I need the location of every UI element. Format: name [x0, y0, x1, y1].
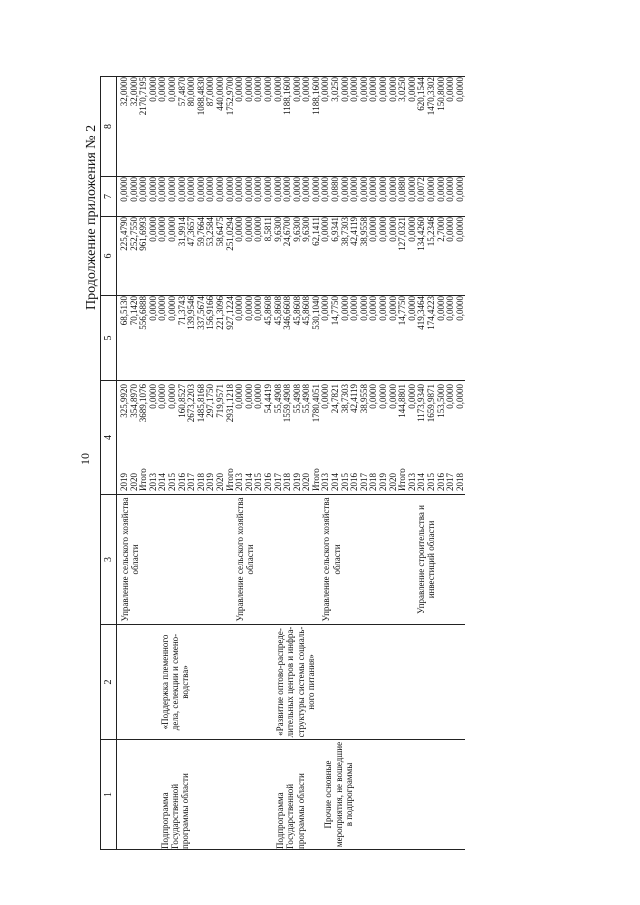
program-block-row	[117, 77, 236, 850]
column-number-row	[101, 77, 117, 850]
amount-cell: 174,4223	[426, 296, 436, 330]
measure-name-cell-text: «Поддержка племенного дела, селекции и семено-водства»	[160, 633, 191, 731]
amount-cell: 556,6888	[138, 296, 149, 330]
amount-cell: 0,0000	[349, 296, 360, 321]
year-cell: 2019	[205, 473, 216, 491]
amount-cell: 45,8608	[262, 296, 273, 326]
amount-cell: 15,2346	[426, 217, 436, 247]
amount-cell: 1088,4830	[195, 77, 206, 116]
executor-cell	[117, 495, 236, 625]
amount-cell: 0,0000	[320, 384, 331, 409]
amount-column-7	[321, 177, 407, 217]
amount-cell: 0,0000	[157, 217, 168, 242]
column-header: 4	[101, 381, 117, 495]
amount-cell: 45,8608	[272, 296, 283, 326]
program-name-cell	[408, 740, 466, 850]
column-header: 2	[101, 625, 117, 740]
amount-cell: 419,3464	[416, 296, 427, 330]
amount-cell: 2,7000	[435, 217, 446, 242]
program-name-cell-text: Подпрограмма Государственной программы области	[275, 773, 306, 849]
amount-column-7	[408, 177, 466, 217]
amount-cell: 0,0000	[339, 77, 350, 102]
amount-cell: 0,0000	[349, 177, 360, 202]
amount-cell: 297,1750	[205, 384, 216, 418]
amount-cell: 440,0000	[214, 77, 225, 111]
executor-cell-text: Управление сельского хозяйства области	[235, 497, 256, 622]
amount-cell: 0,0000	[378, 217, 389, 242]
year-cell: 2018	[282, 473, 293, 491]
amount-cell: 0,0000	[166, 384, 177, 409]
amount-cell: 0,0000	[320, 296, 331, 321]
amount-cell: 0,0000	[157, 384, 168, 409]
amount-cell: 927,1224	[224, 296, 235, 330]
year-cell: 2014	[157, 473, 168, 491]
amount-cell: 1173,9340	[416, 384, 427, 422]
amount-cell: 0,0000	[454, 217, 465, 242]
amount-cell: 0,0000	[387, 296, 398, 321]
amount-cell: 0,0000	[454, 296, 465, 321]
amount-cell: 0,0000	[138, 177, 149, 202]
amount-cell: 0,0000	[406, 177, 417, 202]
amount-cell: 0,0000	[243, 384, 254, 409]
amount-cell: 2673,2203	[186, 384, 197, 423]
program-name-cell-text	[408, 740, 410, 849]
amount-cell: 0,0000	[176, 177, 187, 202]
amount-cell: 0,0000	[454, 384, 465, 409]
amount-cell: 0,0000	[166, 77, 177, 102]
amount-cell: 80,0000	[186, 77, 197, 107]
year-cell: 2018	[454, 473, 465, 491]
amount-cell: 0,0000	[157, 296, 168, 321]
year-cell: 2015	[253, 473, 264, 491]
amount-cell: 153,5000	[435, 384, 446, 418]
amount-cell: 0,0000	[243, 177, 254, 202]
amount-cell: 0,0000	[262, 77, 273, 102]
amount-column-8	[321, 77, 407, 177]
amount-column-6	[235, 217, 321, 296]
amount-cell: 47,3657	[186, 217, 197, 247]
measure-name-cell	[117, 625, 236, 740]
amount-cell: 0,0000	[387, 177, 398, 202]
amount-cell: 0,0000	[406, 217, 417, 242]
amount-cell: 55,4908	[291, 384, 302, 414]
amount-cell: 38,7303	[339, 384, 350, 414]
amount-cell: 0,0000	[368, 77, 379, 102]
amount-column-6	[117, 217, 236, 296]
amount-column-5	[408, 296, 466, 381]
amount-cell: 0,0000	[253, 296, 264, 321]
amount-cell: 0,0000	[291, 77, 302, 102]
amount-cell: 221,3096	[214, 296, 225, 330]
program-name-cell	[321, 740, 407, 850]
amount-cell: 530,1040	[310, 296, 321, 330]
amount-cell: 62,1411	[310, 217, 321, 246]
year-cell: 2020	[128, 473, 139, 491]
amount-column-5	[235, 296, 321, 381]
amount-cell: 0,0000	[147, 177, 158, 202]
amount-column-8	[235, 77, 321, 177]
amount-cell: 1559,4908	[282, 384, 293, 423]
amount-cell: 0,0000	[147, 217, 158, 242]
amount-cell: 144,8801	[397, 384, 408, 418]
amount-column-5	[321, 296, 407, 381]
amount-cell: 32,0000	[119, 77, 129, 107]
total-list	[408, 381, 466, 455]
amount-cell: 0,0000	[186, 177, 197, 202]
amount-cell: 55,4908	[301, 384, 312, 414]
year-cell: 2013	[320, 473, 331, 491]
amount-cell: 24,6700	[282, 217, 293, 247]
amount-cell: 156,9166	[205, 296, 216, 330]
amount-cell: 1470,3302	[426, 77, 436, 116]
year-cell: 2014	[416, 473, 427, 491]
year-and-total-cell	[408, 381, 466, 495]
amount-cell: 0,0000	[253, 77, 264, 102]
amount-cell: 42,4119	[349, 217, 360, 246]
year-cell: 2017	[186, 473, 197, 491]
years-list	[408, 455, 466, 494]
amount-cell: 0,0000	[445, 296, 456, 321]
amount-cell: 1188,1600	[282, 77, 293, 115]
amount-cell: 3,0250	[330, 77, 341, 102]
amount-cell: 0,0000	[243, 296, 254, 321]
amount-cell: 0,0000	[195, 177, 206, 202]
amount-cell: 2170,7195	[138, 77, 149, 116]
amount-cell: 0,0000	[147, 296, 158, 321]
amount-cell: 9,6300	[301, 217, 312, 242]
year-and-total-cell	[117, 381, 236, 495]
executor-cell-text: Управление сельского хозяйства области	[321, 497, 342, 622]
amount-cell: 45,8608	[291, 296, 302, 326]
program-block-row	[235, 77, 321, 850]
program-name-cell-text: Подпрограмма Государственной программы области	[160, 773, 191, 849]
year-cell: 2020	[387, 473, 398, 491]
amount-cell: 1485,8168	[195, 384, 206, 423]
amount-cell: 620,1544	[416, 77, 427, 111]
amount-column-7	[235, 177, 321, 217]
amount-cell: 58,6475	[214, 217, 225, 247]
amount-cell: 0,0072	[416, 177, 427, 202]
amount-cell: 0,0000	[272, 177, 283, 202]
amount-cell: 0,0000	[368, 296, 379, 321]
column-header: 6	[101, 217, 117, 296]
amount-cell: 14,7750	[330, 296, 341, 326]
amount-cell: 354,8970	[128, 384, 139, 418]
amount-cell: 42,4119	[349, 384, 360, 413]
amount-cell: 0,0000	[205, 177, 216, 202]
amount-column-6	[408, 217, 466, 296]
column-header: 8	[101, 77, 117, 177]
column-header: 7	[101, 177, 117, 217]
amount-cell: 252,7550	[128, 217, 139, 251]
executor-cell-text: Управление строительства и инвестиций области	[415, 505, 437, 614]
amount-cell: 0,0000	[426, 177, 436, 202]
amount-cell: 0,0880	[330, 177, 341, 202]
amount-cell: 0,0000	[387, 217, 398, 242]
amount-cell: 38,7303	[339, 217, 350, 247]
years-list	[120, 455, 235, 494]
amount-cell: 0,0000	[262, 177, 273, 202]
years-list	[235, 455, 321, 494]
amount-cell: 0,0000	[147, 77, 158, 102]
amount-cell: 0,0000	[435, 296, 446, 321]
amount-cell: 45,8608	[301, 296, 312, 326]
amount-cell: 38,9558	[358, 217, 369, 247]
year-and-total-cell	[321, 381, 407, 495]
amount-cell: 0,0000	[272, 77, 283, 102]
amount-cell: 134,4260	[416, 217, 427, 251]
year-cell: Итого	[224, 468, 235, 491]
amount-cell: 0,0000	[454, 77, 465, 102]
year-cell: 2015	[339, 473, 350, 491]
amount-cell: 59,7664	[195, 217, 206, 247]
measure-name-cell	[321, 625, 407, 740]
amount-cell: 0,0000	[119, 177, 129, 202]
amount-cell: 68,5130	[119, 296, 129, 326]
amount-cell: 0,0000	[243, 217, 254, 242]
year-cell: 2019	[291, 473, 302, 491]
year-cell: 2020	[301, 473, 312, 491]
amount-cell: 0,0000	[406, 296, 417, 321]
amount-cell: 0,0000	[358, 296, 369, 321]
amount-cell: 0,0880	[397, 177, 408, 202]
amount-cell: 0,0000	[301, 177, 312, 202]
amount-cell: 0,0000	[445, 177, 456, 202]
amount-cell: 0,0000	[253, 177, 264, 202]
amount-cell: 0,0000	[368, 384, 379, 409]
amount-cell: 0,0000	[435, 177, 446, 202]
measure-name-cell	[408, 625, 466, 740]
year-cell: 2017	[272, 473, 283, 491]
amount-cell: 0,0000	[253, 217, 264, 242]
amount-cell: 0,0000	[320, 177, 331, 202]
amount-column-6	[321, 217, 407, 296]
year-cell: 2015	[426, 473, 436, 491]
amount-cell: 0,0000	[157, 177, 168, 202]
amount-cell: 325,9920	[119, 384, 129, 418]
amount-cell: 150,8000	[435, 77, 446, 111]
executor-cell	[235, 495, 321, 625]
amount-cell: 0,0000	[224, 177, 235, 202]
amount-column-5	[117, 296, 236, 381]
amount-cell: 127,0321	[397, 217, 408, 251]
amount-column-8	[408, 77, 466, 177]
years-list	[321, 455, 407, 494]
amount-cell: 53,2584	[205, 217, 216, 247]
amount-cell: 8,5811	[262, 217, 273, 242]
amount-cell: 1752,9700	[224, 77, 235, 116]
program-block-row	[321, 77, 407, 850]
amount-cell: 0,0000	[406, 384, 417, 409]
amount-cell: 1780,4051	[310, 384, 321, 423]
program-name-cell	[117, 740, 236, 850]
amount-cell: 0,0000	[157, 77, 168, 102]
amount-cell: 70,1420	[128, 296, 139, 326]
amount-cell: 0,0000	[243, 77, 254, 102]
column-header: 3	[101, 495, 117, 625]
amount-cell: 0,0000	[387, 384, 398, 409]
amount-cell: 71,3743	[176, 296, 187, 326]
amount-cell: 0,0000	[234, 177, 245, 202]
amount-cell: 0,0000	[234, 77, 245, 102]
amount-cell: 0,0000	[445, 217, 456, 242]
amount-cell: 719,9571	[214, 384, 225, 418]
amount-cell: 0,0000	[310, 177, 321, 202]
program-name-cell-text: Прочие основные мероприятия, не вошедшие в подпрограммы	[323, 741, 354, 848]
amount-cell: 87,0000	[205, 77, 216, 107]
amount-cell: 32,0000	[128, 77, 139, 107]
year-cell: 2016	[262, 473, 273, 491]
amount-cell: 1659,9871	[426, 384, 436, 423]
year-cell: Итого	[310, 468, 321, 491]
year-cell: 2018	[368, 473, 379, 491]
amount-cell: 961,6993	[138, 217, 149, 251]
amount-cell: 0,0000	[301, 77, 312, 102]
amount-cell: 160,8527	[176, 384, 187, 418]
program-block-row	[408, 77, 466, 850]
budget-table	[100, 76, 465, 850]
year-cell: 2014	[243, 473, 254, 491]
year-cell: 2018	[195, 473, 206, 491]
amount-cell: 31,9914	[176, 217, 187, 247]
table-body	[117, 77, 466, 850]
executor-cell	[321, 495, 407, 625]
column-header: 5	[101, 296, 117, 381]
amount-column-7	[117, 177, 236, 217]
amount-cell: 225,4790	[119, 217, 129, 251]
amount-cell: 251,0294	[224, 217, 235, 251]
year-cell: 2019	[378, 473, 389, 491]
year-cell: 2016	[349, 473, 360, 491]
year-cell: 2020	[214, 473, 225, 491]
amount-cell: 0,0000	[349, 77, 360, 102]
amount-cell: 346,6608	[282, 296, 293, 330]
amount-cell: 0,0000	[368, 217, 379, 242]
year-cell: 2019	[119, 473, 129, 491]
amount-cell: 57,4870	[176, 77, 187, 107]
amount-cell: 0,0000	[368, 177, 379, 202]
total-list	[120, 381, 235, 455]
amount-cell: 0,0000	[387, 77, 398, 102]
amount-cell: 0,0000	[320, 77, 331, 102]
amount-cell: 139,9546	[186, 296, 197, 330]
executor-cell-text: Управление сельского хозяйства области	[120, 497, 141, 622]
year-cell: 2015	[166, 473, 177, 491]
amount-cell: 0,0000	[320, 217, 331, 242]
total-list	[321, 381, 407, 455]
amount-cell: 2931,1218	[224, 384, 235, 423]
amount-cell: 1188,1600	[310, 77, 321, 115]
year-cell: 2016	[176, 473, 187, 491]
amount-cell: 0,0000	[253, 384, 264, 409]
year-cell: 2013	[234, 473, 245, 491]
amount-cell: 0,0000	[445, 77, 456, 102]
year-cell: 2017	[445, 473, 456, 491]
amount-cell: 0,0000	[234, 384, 245, 409]
amount-cell: 0,0000	[234, 217, 245, 242]
amount-cell: 0,0000	[358, 177, 369, 202]
amount-cell: 0,0000	[166, 296, 177, 321]
amount-cell: 0,0000	[128, 177, 139, 202]
amount-cell: 0,0000	[358, 77, 369, 102]
year-cell: 2013	[406, 473, 417, 491]
amount-cell: 0,0000	[378, 177, 389, 202]
amount-cell: 0,0000	[282, 177, 293, 202]
amount-cell: 0,0000	[166, 177, 177, 202]
amount-cell: 0,0000	[214, 177, 225, 202]
year-cell: 2016	[435, 473, 446, 491]
page-number: 10	[78, 453, 92, 465]
amount-cell: 9,6300	[272, 217, 283, 242]
amount-cell: 0,0000	[406, 77, 417, 102]
amount-cell: 38,9558	[358, 384, 369, 414]
amount-cell: 0,0000	[166, 217, 177, 242]
year-and-total-cell	[235, 381, 321, 495]
measure-name-cell	[235, 625, 321, 740]
amount-cell: 0,0000	[291, 177, 302, 202]
amount-cell: 0,0000	[445, 384, 456, 409]
amount-cell: 3,0250	[397, 77, 408, 102]
rotated-table-page	[68, 50, 628, 850]
amount-cell: 9,6300	[291, 217, 302, 242]
amount-cell: 337,5674	[195, 296, 206, 330]
measure-name-cell-text: «Развитие оптово-распреде-лительных центров и инфра-структуры системы социаль-ного питания»	[275, 626, 316, 738]
year-cell: 2014	[330, 473, 341, 491]
amount-cell: 0,0000	[147, 384, 158, 409]
year-cell: 2013	[147, 473, 158, 491]
appendix-caption: Продолжение приложения № 2	[84, 124, 99, 310]
amount-cell: 24,7821	[330, 384, 341, 414]
amount-cell: 0,0000	[454, 177, 465, 202]
amount-cell: 55,4908	[272, 384, 283, 414]
executor-cell	[408, 495, 466, 625]
amount-cell: 0,0000	[234, 296, 245, 321]
year-cell: 2017	[358, 473, 369, 491]
amount-cell: 0,0000	[378, 384, 389, 409]
amount-cell: 0,0000	[339, 296, 350, 321]
amount-cell: 3689,1076	[138, 384, 149, 423]
year-cell: Итого	[397, 468, 408, 491]
amount-cell: 0,0000	[339, 177, 350, 202]
amount-cell: 14,7750	[397, 296, 408, 326]
year-cell: Итого	[138, 468, 149, 491]
amount-column-8	[117, 77, 236, 177]
amount-cell: 6,9341	[330, 217, 341, 242]
amount-cell: 0,0000	[378, 296, 389, 321]
program-name-cell	[235, 740, 321, 850]
amount-cell: 0,0000	[378, 77, 389, 102]
amount-cell: 54,4419	[262, 384, 273, 414]
column-header: 1	[101, 740, 117, 850]
total-list	[235, 381, 321, 455]
